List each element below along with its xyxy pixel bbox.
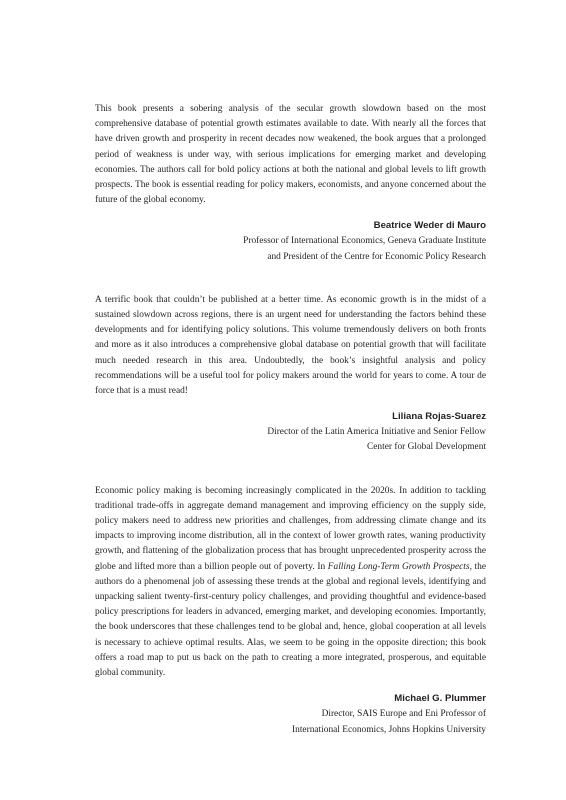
affiliation-line: Professor of International Economics, Geneva Graduate Institute — [243, 236, 486, 247]
endorsement-weder-di-mauro — [95, 102, 486, 265]
affiliation-line: Center for Global Development — [367, 442, 486, 453]
affiliation-line: International Economics, Johns Hopkins University — [292, 724, 486, 735]
endorser-name: Beatrice Weder di Mauro — [373, 220, 486, 232]
endorsement-quote — [95, 484, 486, 682]
endorsement-rojas-suarez — [95, 293, 486, 456]
quote-text: , the authors do a phenomenal job of assessing these trends at the global and regional levels, identifying and unpacking salient twenty-first-century policy challenges, and providing thoughtful and evidence-based policy prescriptions for leaders in advanced, emerging market, and developing economies. Importantly, the book underscores that these challenges tend to be global and, hence, global cooperation at all levels is necessary to achieve optimal results. Alas, we seem to be going in the opposite direction; this book offers a road map to put us back on the path to creating a more integrated, prosperous, and equitable global community. — [95, 561, 486, 679]
affiliation-line: Director, SAIS Europe and Eni Professor of — [321, 709, 486, 720]
endorsement-quote: A terrific book that couldn’t be published at a better time. As economic growth is in the midst of a sustained slowdown across regions, there is an urgent need for understanding the factors behind these developments and for identifying policy solutions. This volume tremendously delivers on both fronts and more as it also introduces a comprehensive global database on potential growth that will facilitate much needed research in this area. Undoubtedly, the book’s insightful analysis and policy recommendations will be a useful tool for policy makers around the world for years to come. A tour de force that is a must read! — [95, 294, 486, 397]
endorser-affiliation — [95, 234, 486, 264]
endorsement-plummer — [95, 484, 486, 738]
endorser-name: Michael G. Plummer — [394, 693, 486, 705]
endorser-affiliation — [95, 707, 486, 737]
endorser-affiliation — [95, 425, 486, 455]
affiliation-line: and President of the Centre for Economic Policy Research — [267, 251, 486, 262]
quote-text: Economic policy making is becoming increasingly complicated in the 2020s. In addition to tackling traditional trade-offs in aggregate demand management and improving efficiency on the supply side, policy makers need to address new priorities and challenges, from addressing climate change and its impacts to improving income distribution, all in the context of lower growth rates, waning productivity growth, and flattening of the globalization process that has brought unprecedented prosperity across the globe and lifted more than a billion people out of poverty. In — [95, 485, 486, 572]
endorsement-quote: This book presents a sobering analysis of the secular growth slowdown based on the most comprehensive database of potential growth estimates available to date. With nearly all the forces that have driven growth and prosperity in recent decades now weakened, the book argues that a prolonged period of weakness is under way, with serious implications for emerging market and developing economies. The authors call for bold policy actions at both the national and global levels to lift growth prospects. The book is essential reading for policy makers, economists, and anyone concerned about the future of the global economy. — [95, 104, 486, 206]
endorsements-page — [95, 102, 486, 738]
endorser-name: Liliana Rojas-Suarez — [392, 411, 486, 423]
book-title: Falling Long-Term Growth Prospects — [327, 561, 470, 572]
affiliation-line: Director of the Latin America Initiative and Senior Fellow — [267, 427, 486, 438]
